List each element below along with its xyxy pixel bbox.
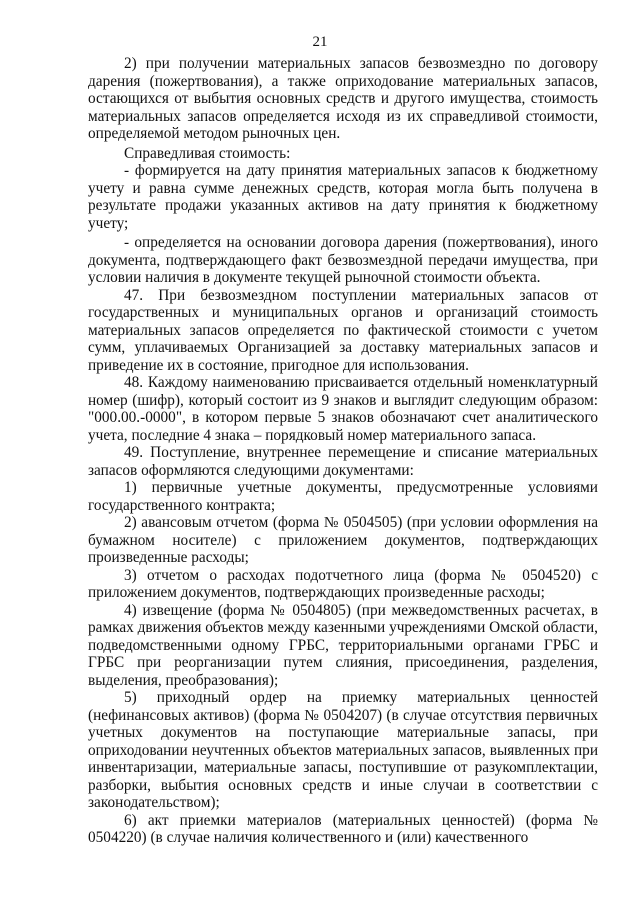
paragraph: 6) акт приемки материалов (материальных ценностей) (форма № 0504220) (в случае наличия количественного и (или) качественного	[88, 811, 598, 846]
paragraph: - определяется на основании договора дарения (пожертвования), иного документа, подтверждающего факт безвозмездной передачи имущества, при условии наличия в документе текущей рыночной стоимости объекта.	[88, 234, 598, 286]
paragraph: 3) отчетом о расходах подотчетного лица (форма № 0504520) с приложением документов, подтверждающих произведенные расходы;	[88, 566, 598, 601]
paragraph: 47. При безвозмездном поступлении материальных запасов от государственных и муниципальных органов и организаций стоимость материальных запасов определяется по фактической стоимости с учетом сумм, уплачиваемых Организацией за доставку материальных запасов и приведение их в состояние, пригодное для использования.	[88, 286, 598, 374]
paragraph: 2) авансовым отчетом (форма № 0504505) (при условии оформления на бумажном носителе) с приложением документов, подтверждающих произведенные расходы;	[88, 514, 598, 566]
paragraph: - формируется на дату принятия материальных запасов к бюджетному учету и равна сумме денежных средств, которая могла быть получена в результате продажи указанных активов на дату принятия к бюджетному учету;	[88, 162, 598, 232]
paragraph: Справедливая стоимость:	[124, 144, 291, 162]
paragraph: 1) первичные учетные документы, предусмотренные условиями государственного контракта;	[88, 479, 598, 514]
paragraph: 48. Каждому наименованию присваивается отдельный номенклатурный номер (шифр), который состоит из 9 знаков и выглядит следующим образом: "000.00.-0000", в котором первые 5 знаков обозначают счет аналитического учета, последние 4 знака – порядковый номер материального запаса.	[88, 374, 598, 444]
paragraph: 49. Поступление, внутреннее перемещение и списание материальных запасов оформляются следующими документами:	[88, 444, 598, 479]
paragraph: 4) извещение (форма № 0504805) (при межведомственных расчетах, в рамках движения объектов между казенными учреждениями Омской области, подведомственными одному ГРБС, территориальными органами ГРБС и ГРБС при реорганизации путем слияния, присоединения, разделения, выделения, преобразования);	[88, 601, 598, 689]
document-body	[88, 55, 598, 847]
page-number: 21	[312, 34, 328, 50]
paragraph: 5) приходный ордер на приемку материальных ценностей (нефинансовых активов) (форма № 0504207) (в случае отсутствия первичных учетных документов на поступающие материальные запасы, при оприходовании неучтенных объектов материальных запасов, выявленных при инвентаризации, материальные запасы, поступившие от разукомплектации, разборки, выбытия основных средств и иные случаи в соответствии с законодательством);	[88, 689, 598, 811]
paragraph: 2) при получении материальных запасов безвозмездно по договору дарения (пожертвования), а также оприходование материальных запасов, остающихся от выбытия основных средств и другого имущества, стоимость материальных запасов определяется исходя из их справедливой стоимости, определяемой методом рыночных цен.	[88, 55, 598, 142]
